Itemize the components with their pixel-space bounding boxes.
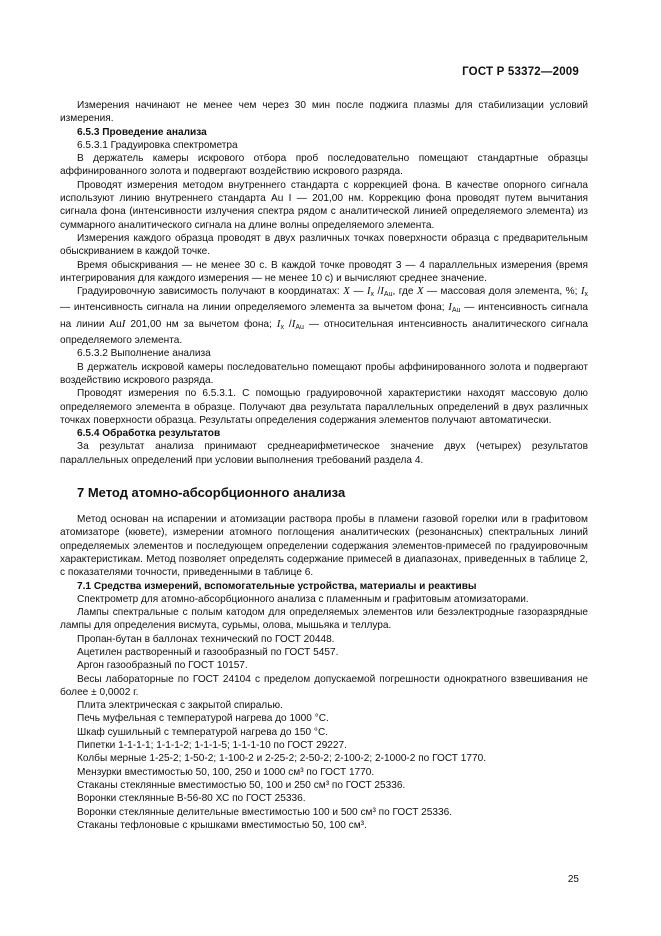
formula-x: X	[343, 285, 350, 298]
equipment-item: Аргон газообразный по ГОСТ 10157.	[77, 660, 248, 672]
calibration-paragraph: Градуировочную зависимость получают в координатах: X — $I_x$ $/I_{Au}$, где X — массовая доля элемента, %; $I_x$ — интенсивность сигнала на линии определяемого элемента за вычетом фона; $I_{Au}$ — интенсивность сигнала на линии AuI 201,00 нм за вычетом фона; $I_x$ $/I_{Au}$ — относительная интенсивность аналитического сигнала определяемого элемента.	[60, 285, 589, 347]
equipment-item: Весы лабораторные по ГОСТ 24104 с пределом допускаемой погрешности однократного взвешивания не более ± 0,0002 г.	[60, 673, 588, 698]
equipment-item: Печь муфельная с температурой нагрева до 1000 °С.	[77, 713, 329, 725]
equipment-item: Мензурки вместимостью 50, 100, 250 и 1000 см³ по ГОСТ 1770.	[77, 766, 375, 778]
equipment-item: Спектрометр для атомно-абсорбционного анализа с пламенным и графитовым атомизаторами.	[77, 593, 529, 605]
section-title-7: 7 Метод атомно-абсорбционного анализа	[77, 485, 346, 501]
document-header: ГОСТ Р 53372—2009	[462, 66, 579, 78]
page-content	[60, 99, 588, 832]
equipment-item: Пипетки 1-1-1-1; 1-1-1-2; 1-1-1-5; 1-1-1-10 по ГОСТ 29227.	[77, 740, 347, 752]
equipment-item: Воронки стеклянные делительные вместимостью 100 и 500 см³ по ГОСТ 25336.	[77, 806, 453, 818]
paragraph: Проводят измерения по 6.5.3.1. С помощью градуировочной характеристики находят массовую долю определяемого элемента в образце. Получают два результата параллельных определений в двух различных точках поверхности образца. Результаты определения содержания элементов получают автоматически.	[60, 388, 588, 426]
paragraph: За результат анализа принимают среднеарифметическое значение двух (четырех) результатов параллельных определений при условии выполнения требований раздела 4.	[60, 441, 588, 466]
paragraph: Измерения каждого образца проводят в двух различных точках поверхности образца с предварительным обыскриванием в каждой точке.	[60, 232, 588, 258]
subsection-heading-6-5-3-1: 6.5.3.1 Градуировка спектрометра	[77, 139, 238, 151]
subsection-heading-7-1: 7.1 Средства измерений, вспомогательные устройства, материалы и реактивы	[77, 580, 477, 592]
paragraph: Измерения начинают не менее чем через 30 мин после поджига плазмы для стабилизации условий измерения.	[60, 100, 588, 125]
equipment-item: Воронки стеклянные В-56-80 ХС по ГОСТ 25336.	[77, 793, 306, 805]
paragraph: В держатель камеры искрового отбора проб последовательно помещают стандартные образцы аффинированного золота и подвергают воздействию искрового разряда.	[60, 153, 588, 178]
equipment-item: Ацетилен растворенный и газообразный по ГОСТ 5457.	[77, 646, 339, 658]
equipment-item: Стаканы стеклянные вместимостью 50, 100 и 250 см³ по ГОСТ 25336.	[77, 779, 406, 791]
equipment-item: Шкаф сушильный с температурой нагрева до 150 °С.	[77, 726, 329, 738]
paragraph: Проводят измерения методом внутреннего стандарта с коррекцией фона. В качестве опорного сигнала используют линию внутреннего стандарта Au I — 201,00 нм. Коррекцию фона проводят путем вычитания сигнала фона (интенсивности излучения спектра рядом с аналитической линией определяемого элемента) из суммарного аналитического сигнала на длине волны определяемого элемента.	[60, 179, 588, 231]
paragraph: Метод основан на испарении и атомизации раствора пробы в пламени газовой горелки или в графитовом атомизаторе (кювете), измерении атомного поглощения аналитических (резонансных) спектральных линий определяемых элементов и последующем определении содержания элементов-примесей по градуировочным характеристикам. Метод позволяет определять содержание примесей в диапазонах, приведенных в таблице 2, с показателями точности, приведенными в таблице 6.	[60, 514, 588, 579]
page-number: 25	[567, 874, 579, 885]
subsection-heading-6-5-4: 6.5.4 Обработка результатов	[77, 428, 221, 440]
equipment-item: Колбы мерные 1-25-2; 1-50-2; 1-100-2 и 2-25-2; 2-50-2; 2-100-2; 2-1000-2 по ГОСТ 1770.	[77, 753, 487, 765]
paragraph: Время обыскривания — не менее 30 с. В каждой точке проводят 3 — 4 параллельных измерения (время интегрирования для каждого измерения — не менее 10 с) и вычисляют среднее значение.	[60, 259, 588, 284]
equipment-item: Лампы спектральные с полым катодом для определяемых элементов или безэлектродные газоразрядные лампы для определения висмута, сурьмы, олова, мышьяка и теллура.	[60, 607, 588, 632]
paragraph: В держатель искровой камеры последовательно помещают пробы аффинированного золота и подвергают воздействию искрового разряда.	[60, 361, 588, 386]
equipment-item: Плита электрическая с закрытой спиралью.	[77, 700, 283, 712]
equipment-item: Стаканы тефлоновые с крышками вместимостью 50, 100 см³.	[77, 819, 367, 831]
subsection-heading-6-5-3: 6.5.3 Проведение анализа	[77, 126, 207, 138]
equipment-item: Пропан-бутан в баллонах технический по ГОСТ 20448.	[77, 633, 335, 645]
subsection-heading-6-5-3-2: 6.5.3.2 Выполнение анализа	[77, 348, 211, 360]
